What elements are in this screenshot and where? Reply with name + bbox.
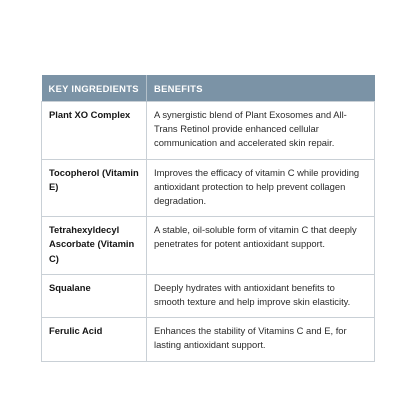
table-row (42, 318, 375, 361)
ingredient-name: Plant XO Complex (42, 102, 147, 160)
ingredient-name: Ferulic Acid (42, 318, 147, 361)
ingredient-benefit: A stable, oil-soluble form of vitamin C that deeply penetrates for potent antioxidant support. (147, 217, 375, 275)
table-row (42, 159, 375, 217)
ingredient-benefit: Deeply hydrates with antioxidant benefits to smooth texture and help improve skin elasticity. (147, 274, 375, 317)
ingredients-table (41, 75, 375, 362)
table-row (42, 102, 375, 160)
ingredient-name: Tocopherol (Vitamin E) (42, 159, 147, 217)
header-key-ingredients: KEY INGREDIENTS (42, 75, 147, 102)
ingredient-benefit: Improves the efficacy of vitamin C while providing antioxidant protection to help prevent collagen degradation. (147, 159, 375, 217)
header-benefits: BENEFITS (147, 75, 375, 102)
ingredient-name: Tetrahexyldecyl Ascorbate (Vitamin C) (42, 217, 147, 275)
ingredient-benefit: A synergistic blend of Plant Exosomes and All-Trans Retinol provide enhanced cellular communication and accelerated skin repair. (147, 102, 375, 160)
table-row (42, 274, 375, 317)
ingredient-benefit: Enhances the stability of Vitamins C and E, for lasting antioxidant support. (147, 318, 375, 361)
table-header-row (42, 75, 375, 102)
table-row (42, 217, 375, 275)
ingredient-name: Squalane (42, 274, 147, 317)
